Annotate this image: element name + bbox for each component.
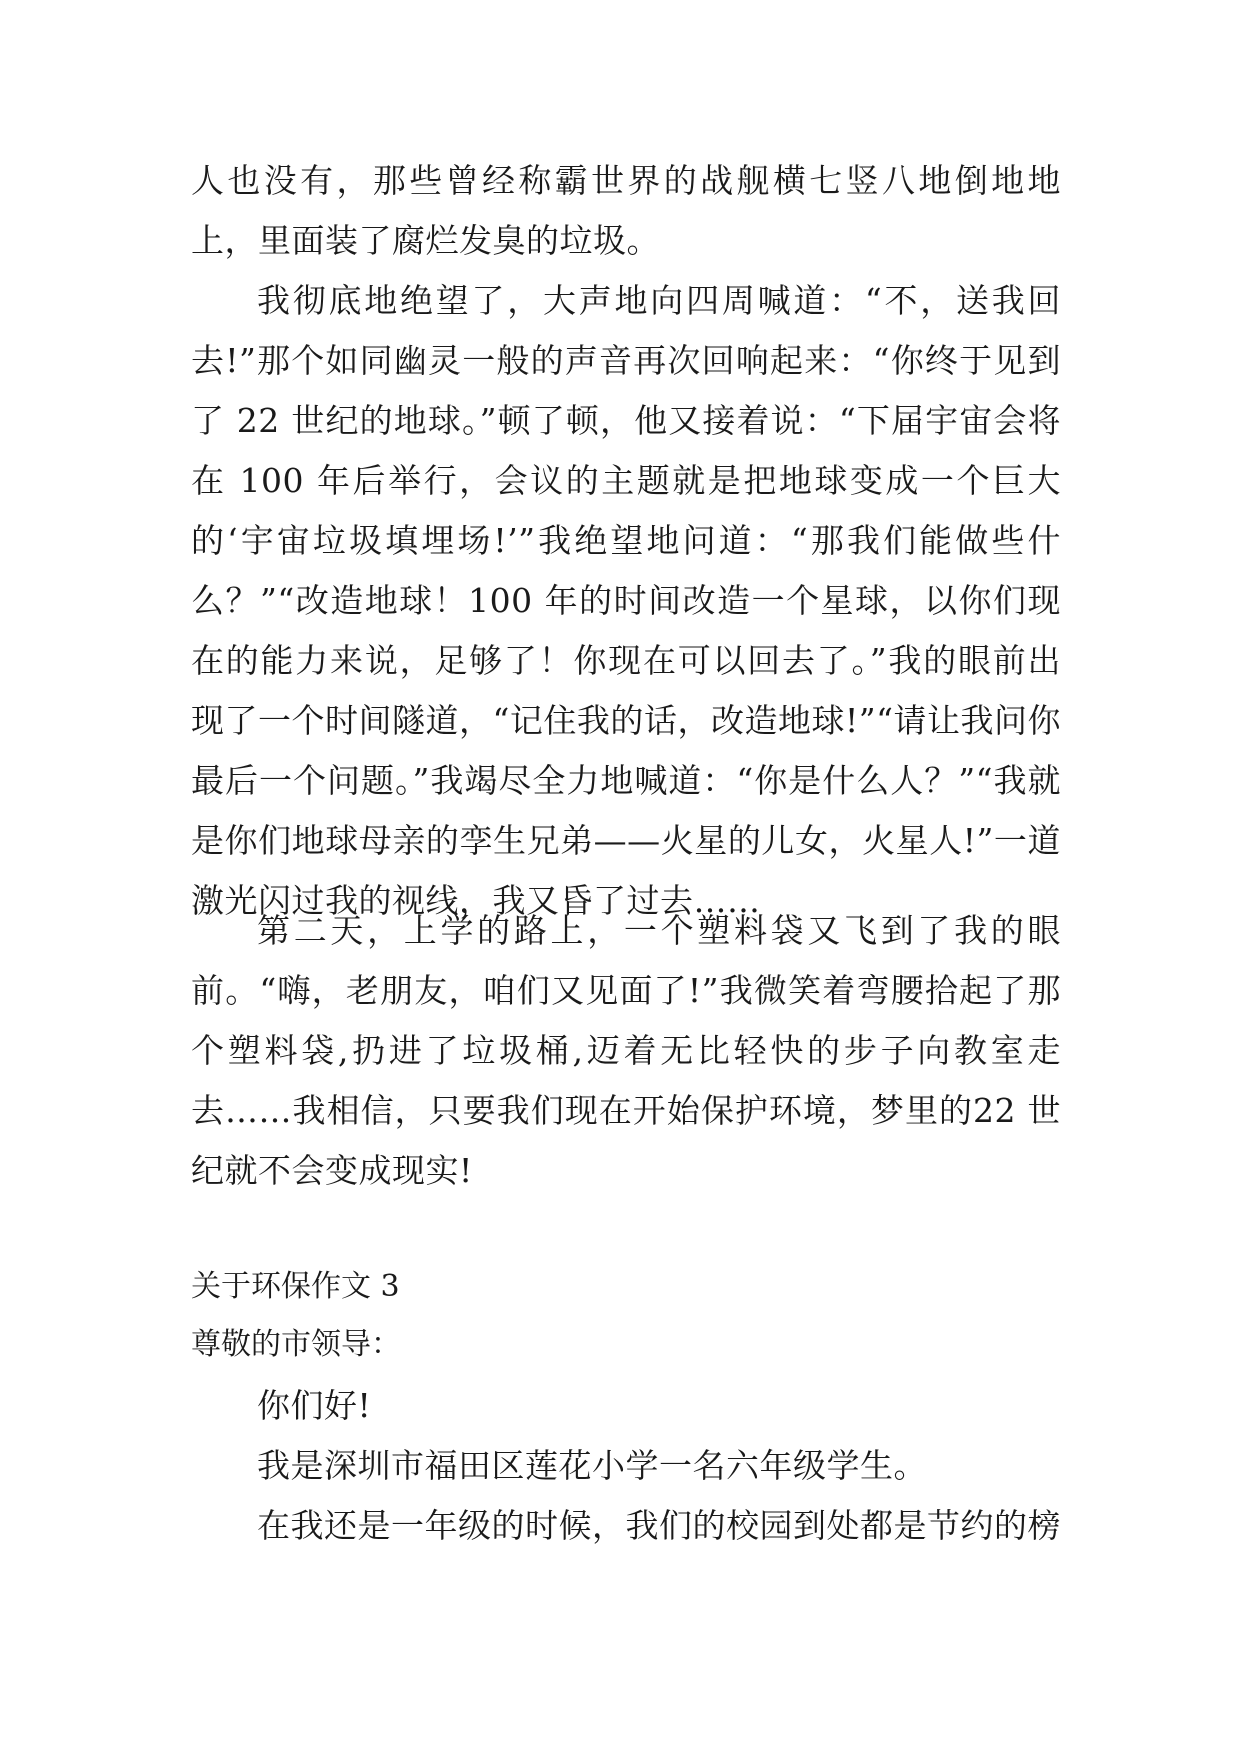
letter-salutation: 尊敬的市领导： xyxy=(191,1327,401,1362)
paragraph-2: 我彻底地绝望了，大声地向四周喊道：“不，送我回去!”那个如同幽灵一般的声音再次回响起来：“你终于见到了 22 世纪的地球。”顿了顿，他又接着说：“下届宇宙会将在 100 年后举行，会议的主题就是把地球变成一个巨大的‘宇宙垃圾填埋场!’”我绝望地问道：“那我们能做些什么？”“改造地球！100 年的时间改造一个星球，以你们现在的能力来说，足够了！你现在可以回去了。”我的眼前出现了一个时间隧道，“记住我的话，改造地球!”“请让我问你最后一个问题。”我竭尽全力地喊道：“你是什么人？”“我就是你们地球母亲的孪生兄弟——火星的儿女，火星人!”一道激光闪过我的视线，我又昏了过去…… xyxy=(191,281,1061,920)
letter-line-3: 在我还是一年级的时候，我们的校园到处都是节约的榜 xyxy=(257,1506,1061,1545)
paragraph-3-block xyxy=(191,901,1061,1201)
letter-greeting: 你们好! xyxy=(257,1386,372,1425)
letter-intro: 我是深圳市福田区莲花小学一名六年级学生。 xyxy=(257,1446,927,1485)
letter-body xyxy=(191,1376,1061,1556)
paragraph-3: 第二天，上学的路上，一个塑料袋又飞到了我的眼前。“嗨，老朋友，咱们又见面了!”我微笑着弯腰拾起了那个塑料袋,扔进了垃圾桶,迈着无比轻快的步子向教室走去……我相信，只要我们现在开始保护环境，梦里的22 世纪就不会变成现实! xyxy=(191,911,1061,1190)
section-title: 关于环保作文 3 xyxy=(191,1269,400,1304)
paragraph-2-block xyxy=(191,271,1061,931)
paragraph-1-block xyxy=(191,151,1061,271)
paragraph-1: 人也没有，那些曾经称霸世界的战舰横七竖八地倒地地上，里面装了腐烂发臭的垃圾。 xyxy=(191,161,1061,260)
